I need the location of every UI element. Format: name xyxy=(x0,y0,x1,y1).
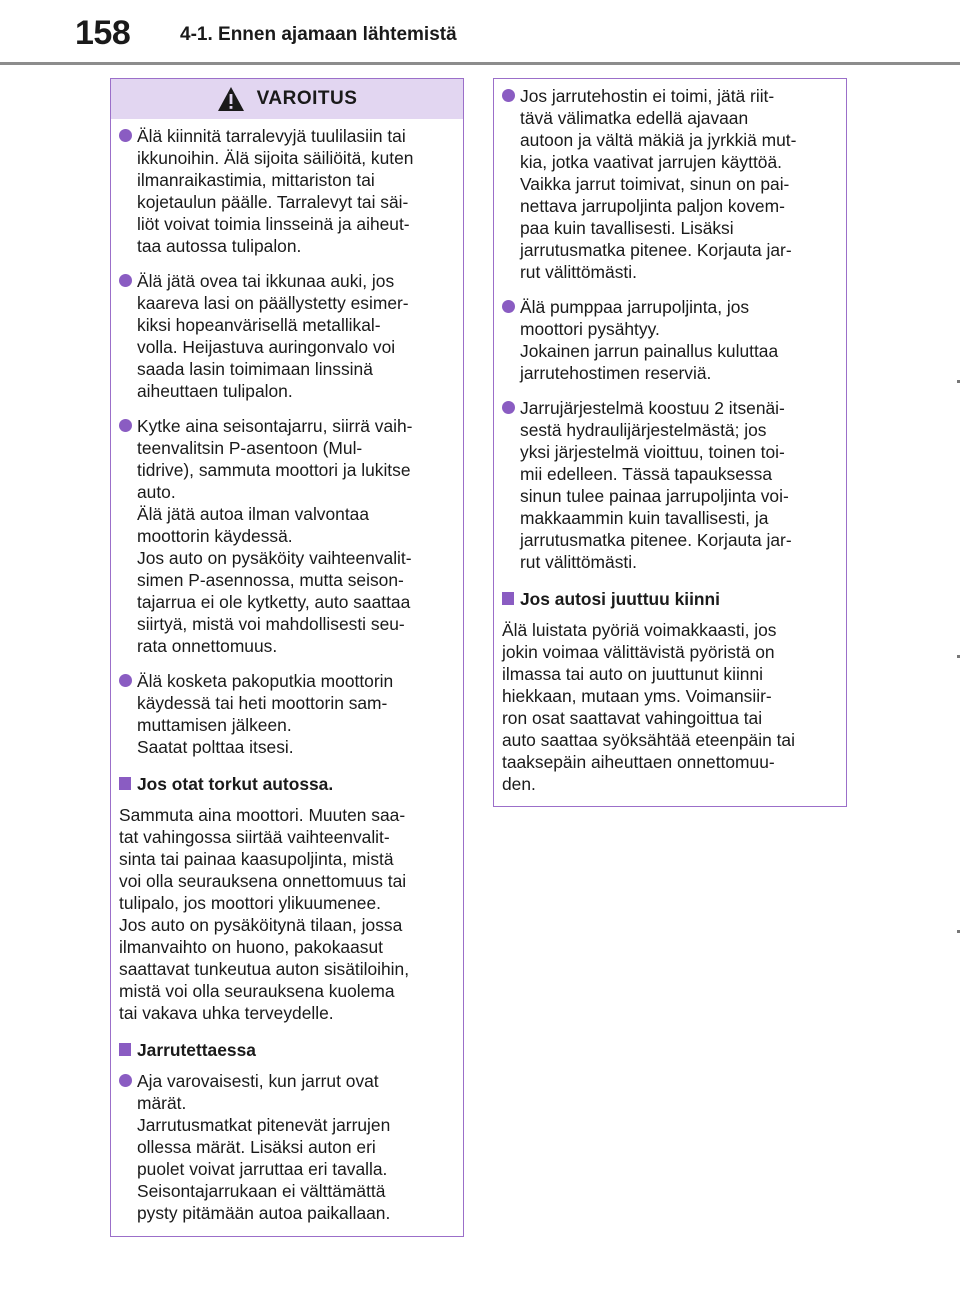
list-item-text: Älä jätä ovea tai ikkunaa auki, jos kaareva lasi on päällystetty esimer- kiksi hopeanvärisellä metallikal- volla. Heijastuva auringonvalo voi saada lasin toimimaan linssinä aiheuttaen tulipalon. xyxy=(137,271,409,401)
list-item-text: Jarrujärjestelmä koostuu 2 itsenäi- sestä hydraulijärjestelmästä; jos yksi järjestelmä vioittuu, toinen toi- mii edelleen. Tässä tapauksessa sinun tulee painaa jarrupoljinta voi- makkaammin kuin tavallisesti, ja jarrutusmatka pitenee. Korjauta jar- rut välittömästi. xyxy=(520,398,792,572)
list-item xyxy=(119,670,453,758)
subheading-text: Jarrutettaessa xyxy=(137,1040,256,1060)
paragraph-text: Älä luistata pyöriä voimakkaasti, jos jokin voimaa välittävistä pyöristä on ilmassa tai auto on juuttunut kiinni hiekkaan, mutaan yms. Voimansiir- ron osat saattavat vahingoittua tai auto saattaa syöksähtää eteenpäin tai taaksepäin aiheuttaen onnettomuu- den. xyxy=(502,620,795,794)
list-item xyxy=(119,1070,453,1224)
subheading-text: Jos otat torkut autossa. xyxy=(137,774,334,794)
bullet-icon xyxy=(502,300,515,313)
subheading xyxy=(502,588,836,610)
subheading-text: Jos autosi juuttuu kiinni xyxy=(520,589,720,609)
subheading xyxy=(119,773,453,795)
paragraph xyxy=(119,804,453,1024)
warning-triangle-icon xyxy=(217,86,245,112)
list-item-text: Kytke aina seisontajarru, siirrä vaih- teenvalitsin P-asentoon (Mul- tidrive), sammuta moottori ja lukitse auto. Älä jätä autoa ilman valvontaa moottorin käydessä. Jos auto on pysäköity vaihteenvalit- simen P-asennossa, mutta seison- tajarrua ei ole kytketty, auto saattaa siirtyä, mistä voi mahdollisesti seu- rata onnettomuus. xyxy=(137,416,413,656)
warning-title: VAROITUS xyxy=(256,88,358,109)
warning-box-right xyxy=(493,78,847,807)
list-item xyxy=(502,397,836,573)
page-header xyxy=(0,0,960,62)
list-item xyxy=(119,125,453,257)
list-item-text: Älä kosketa pakoputkia moottorin käydessä tai heti moottorin sam- muttamisen jälkeen. Saatat polttaa itsesi. xyxy=(137,671,394,757)
header-rule xyxy=(0,62,960,65)
warning-header xyxy=(111,79,463,119)
list-item-text: Älä pumppaa jarrupoljinta, jos moottori pysähtyy. Jokainen jarrun painallus kuluttaa jarrutehostimen reserviä. xyxy=(520,297,779,383)
bullet-icon xyxy=(119,129,132,142)
bullet-icon xyxy=(502,401,515,414)
section-title: 4-1. Ennen ajamaan lähtemistä xyxy=(180,24,457,45)
list-item xyxy=(502,85,836,283)
bullet-icon xyxy=(119,1074,132,1087)
bullet-icon xyxy=(502,89,515,102)
bullet-icon xyxy=(119,274,132,287)
list-item-text: Jos jarrutehostin ei toimi, jätä riit- tävä välimatka edellä ajavaan autoon ja vältä mäkiä ja jyrkkiä mut- kia, jotka vaativat jarrujen käyttöä. Vaikka jarrut toimivat, sinun on pai- nettava jarrupoljinta paljon kovem- paa kuin tavallisesti. Lisäksi jarrutusmatka pitenee. Korjauta jar- rut välittömästi. xyxy=(520,86,797,282)
list-item xyxy=(119,415,453,657)
list-item xyxy=(119,270,453,402)
page-number: 158 xyxy=(75,14,131,52)
list-item-text: Älä kiinnitä tarralevyjä tuulilasiin tai ikkunoihin. Älä sijoita säiliöitä, kuten ilmanraikastimia, mittariston tai kojetaulun päälle. Tarralevyt tai säi- liöt voivat toimia linsseinä ja aiheut- taa autossa tulipalon. xyxy=(137,126,414,256)
paragraph-text: Sammuta aina moottori. Muuten saa- tat vahingossa siirtää vaihteenvalit- sinta tai painaa kaasupoljinta, mistä voi olla seurauksena onnettomuus tai tulipalo, jos moottori ylikuumenee. Jos auto on pysäköitynä tilaan, jossa ilmanvaihto on huono, pakokaasut saattavat tunkeutua auton sisätiloihin, mistä voi olla seurauksena kuolema tai vakava uhka terveydelle. xyxy=(119,805,410,1023)
list-item xyxy=(502,296,836,384)
warning-box-left xyxy=(110,78,464,1237)
square-bullet-icon xyxy=(502,592,514,605)
square-bullet-icon xyxy=(119,1043,131,1056)
subheading xyxy=(119,1039,453,1061)
paragraph xyxy=(502,619,836,795)
bullet-icon xyxy=(119,419,132,432)
bullet-icon xyxy=(119,674,132,687)
square-bullet-icon xyxy=(119,777,131,790)
list-item-text: Aja varovaisesti, kun jarrut ovat märät. Jarrutusmatkat pitenevät jarrujen ollessa märät. Lisäksi auton eri puolet voivat jarruttaa eri tavalla. Seisontajarrukaan ei välttämättä pysty pitämään autoa paikallaan. xyxy=(137,1071,391,1223)
